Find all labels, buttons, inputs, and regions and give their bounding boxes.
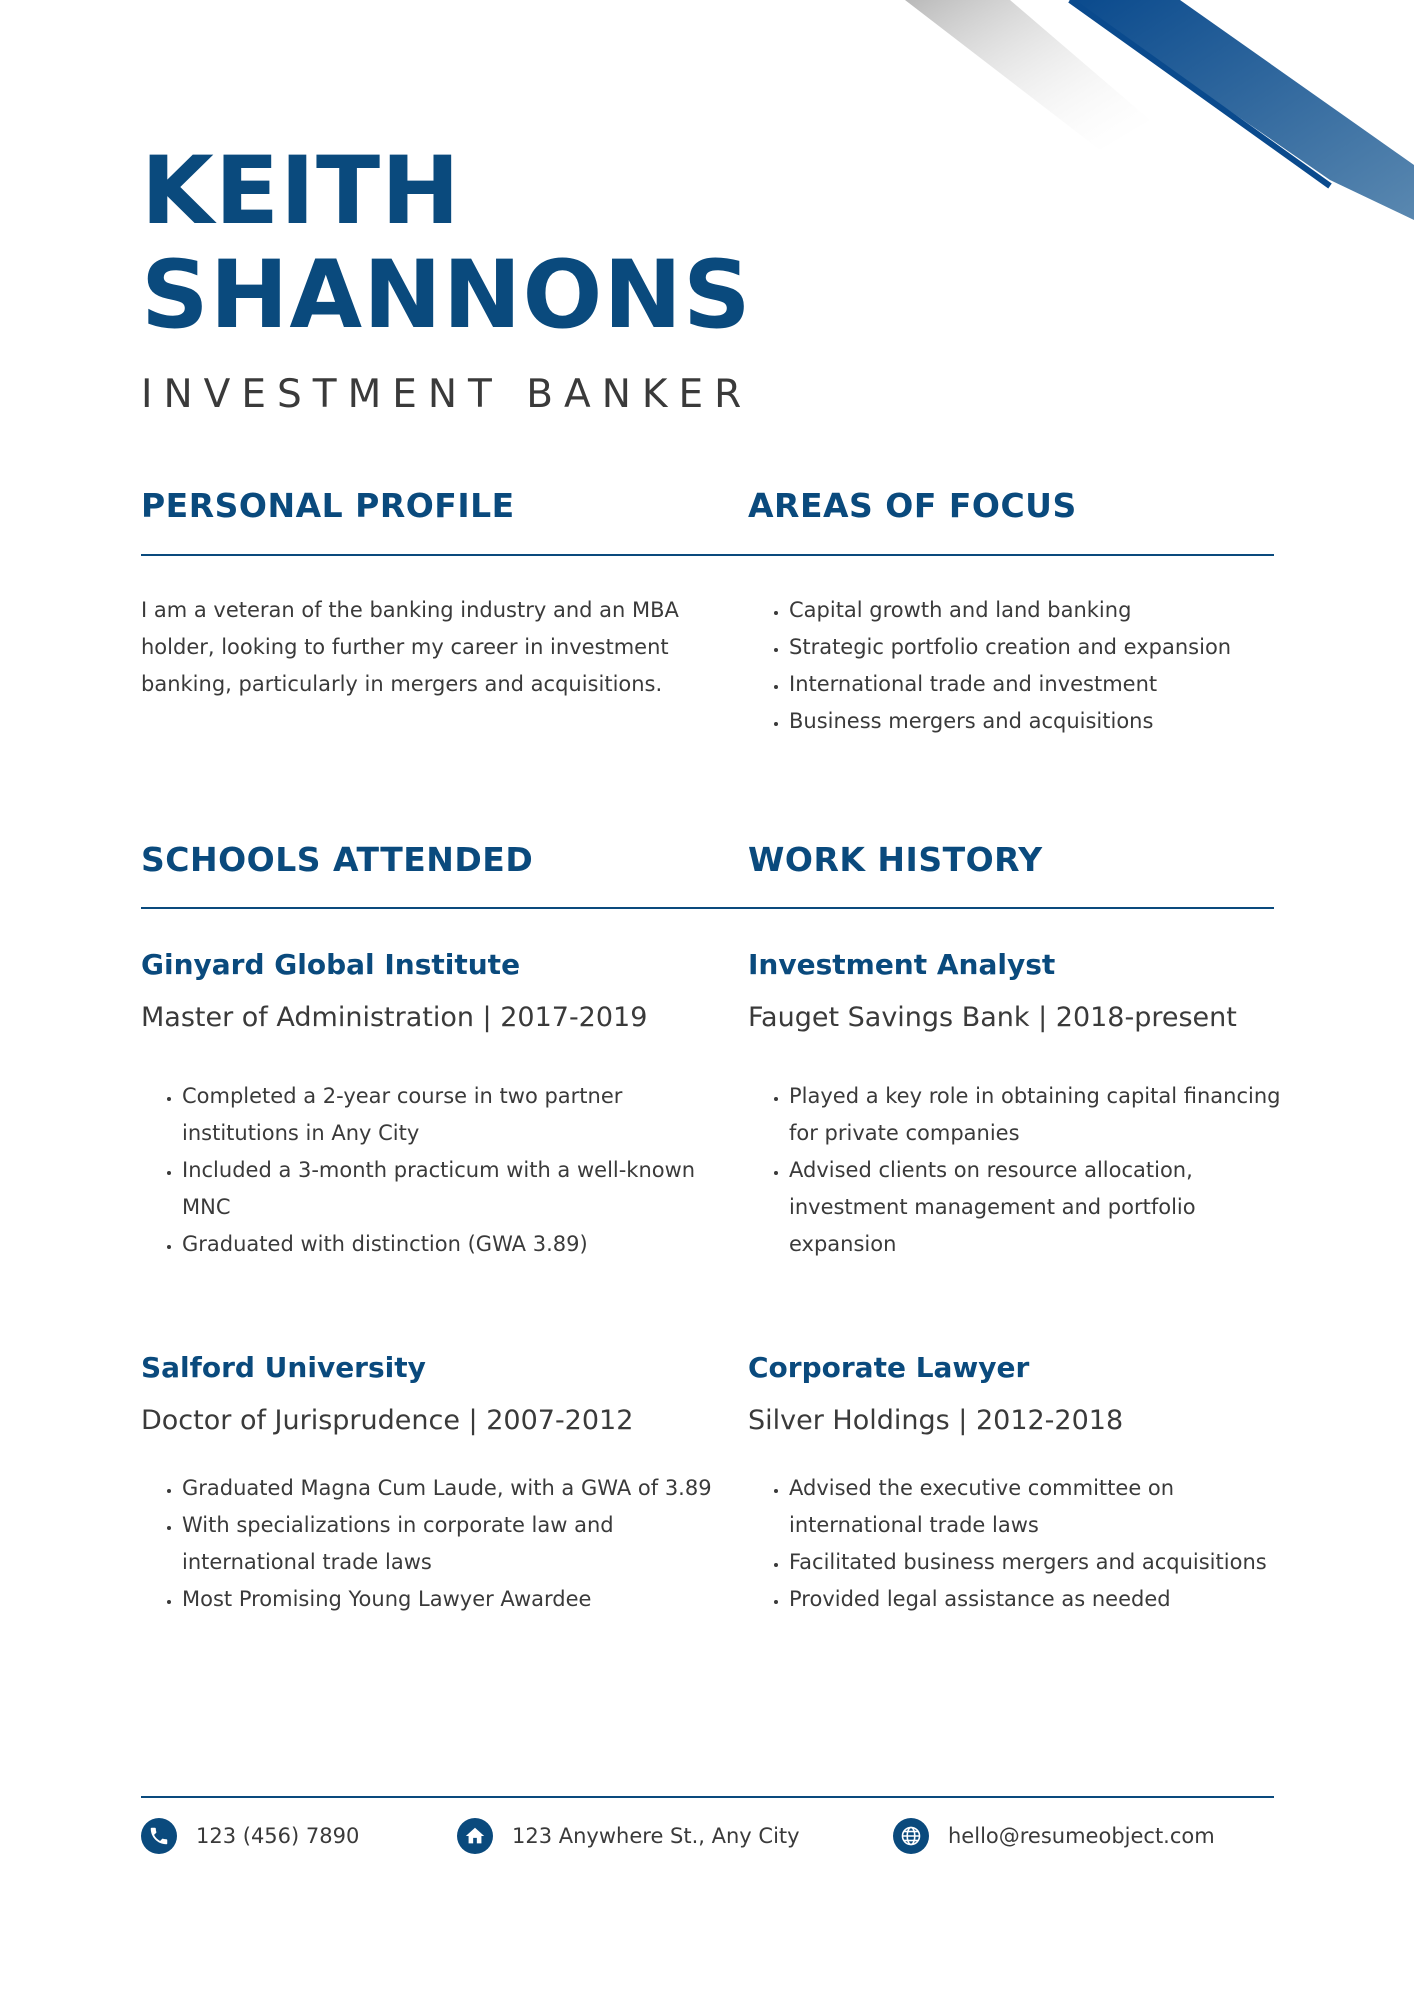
work-employer: Fauget Savings Bank | 2018-present	[748, 1002, 1237, 1033]
work-position: Corporate Lawyer	[748, 1351, 1030, 1384]
list-item: • International trade and investment	[789, 666, 1329, 703]
list-item: • Included a 3-month practicum with a well-known MNC	[182, 1152, 732, 1226]
list-item: • Graduated Magna Cum Laude, with a GWA of 3.89	[182, 1470, 732, 1507]
list-item: • Capital growth and land banking	[789, 592, 1329, 629]
school-bullets	[141, 1470, 732, 1618]
list-item: • Most Promising Young Lawyer Awardee	[182, 1581, 732, 1618]
profile-text: I am a veteran of the banking industry and an MBA holder, looking to further my career in investment banking, particularly in mergers and acquisitions.	[141, 598, 679, 696]
areas-of-focus-heading: AREAS OF FOCUS	[748, 486, 1077, 525]
address-text: 123 Anywhere St., Any City	[512, 1824, 800, 1848]
section-divider	[141, 907, 1274, 909]
first-name: KEITH	[141, 137, 461, 246]
school-name: Ginyard Global Institute	[141, 948, 521, 981]
contact-address	[457, 1818, 800, 1854]
work-history-heading: WORK HISTORY	[748, 840, 1043, 879]
list-item: • With specializations in corporate law and international trade laws	[182, 1507, 732, 1581]
last-name: SHANNONS	[141, 241, 752, 350]
work-position: Investment Analyst	[748, 948, 1056, 981]
focus-list	[748, 592, 1329, 740]
home-icon	[457, 1818, 493, 1854]
work-bullets	[748, 1078, 1309, 1263]
list-item: • Provided legal assistance as needed	[789, 1581, 1309, 1618]
list-item: • Advised clients on resource allocation, investment management and portfolio expansion	[789, 1152, 1309, 1263]
school-degree: Doctor of Jurisprudence | 2007-2012	[141, 1405, 634, 1436]
globe-icon	[893, 1818, 929, 1854]
school-bullets	[141, 1078, 732, 1263]
contact-email	[893, 1818, 1215, 1854]
candidate-name	[141, 137, 752, 350]
phone-icon	[141, 1818, 177, 1854]
schools-attended-heading: SCHOOLS ATTENDED	[141, 840, 534, 879]
list-item: • Facilitated business mergers and acquisitions	[789, 1544, 1309, 1581]
list-item: • Business mergers and acquisitions	[789, 703, 1329, 740]
work-bullets	[748, 1470, 1309, 1618]
list-item: • Completed a 2-year course in two partner institutions in Any City	[182, 1078, 732, 1152]
list-item: • Strategic portfolio creation and expansion	[789, 629, 1329, 666]
list-item: • Advised the executive committee on international trade laws	[789, 1470, 1309, 1544]
email-address[interactable]: hello@resumeobject.com	[948, 1824, 1215, 1848]
work-employer: Silver Holdings | 2012-2018	[748, 1405, 1124, 1436]
school-name: Salford University	[141, 1351, 426, 1384]
list-item: • Played a key role in obtaining capital financing for private companies	[789, 1078, 1309, 1152]
footer-divider	[141, 1796, 1274, 1798]
list-item: • Graduated with distinction (GWA 3.89)	[182, 1226, 732, 1263]
phone-number: 123 (456) 7890	[196, 1824, 360, 1848]
job-title: INVESTMENT BANKER	[141, 372, 753, 417]
personal-profile-heading: PERSONAL PROFILE	[141, 486, 515, 525]
section-divider	[141, 554, 1274, 556]
contact-phone	[141, 1818, 359, 1854]
school-degree: Master of Administration | 2017-2019	[141, 1002, 648, 1033]
